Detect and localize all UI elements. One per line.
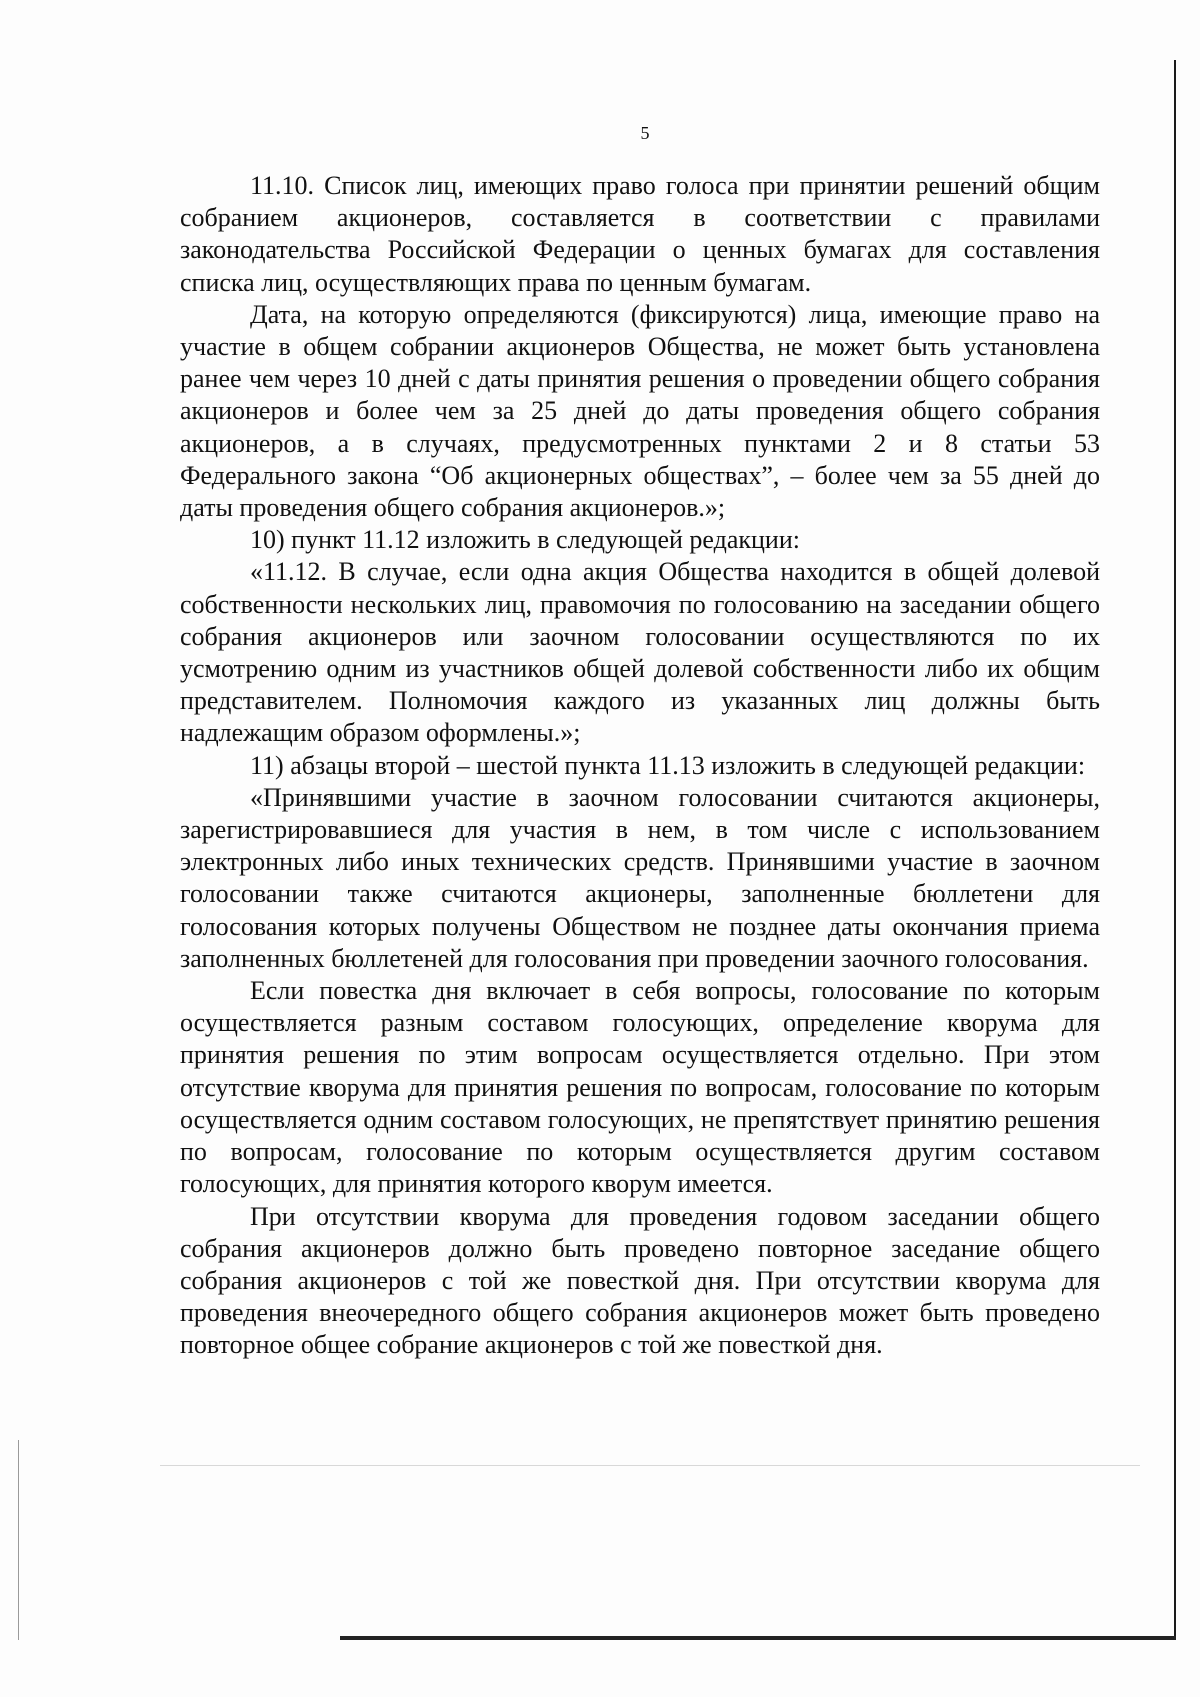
- document-body: [180, 170, 1100, 1362]
- scan-artifact-line: [160, 1465, 1140, 1466]
- paragraph: 11.10. Список лиц, имеющих право голоса при принятии решений общим собранием акционеров, составляется в соответствии с правилами законодательства Российской Федерации о ценных бумагах для составления списка лиц, осуществляющих права по ценным бумагам.: [180, 171, 1100, 297]
- paragraph: «Принявшими участие в заочном голосовании считаются акционеры, зарегистрировавшиеся для участия в нем, в том числе с использованием электронных либо иных технических средств. Принявшими участие в заочном голосовании также считаются акционеры, заполненные бюллетени для голосования которых получены Обществом не позднее даты окончания приема заполненных бюллетеней для голосования при проведении заочного голосования.: [180, 782, 1100, 973]
- paragraph: 10) пункт 11.12 изложить в следующей редакции:: [250, 525, 800, 555]
- paragraph: «11.12. В случае, если одна акция Общества находится в общей долевой собственности нескольких лиц, правомочия по голосованию на заседании общего собрания акционеров или заочном голосовании осуществляются по их усмотрению одним из участников общей долевой собственности либо их общим представителем. Полномочия каждого из указанных лиц должны быть надлежащим образом оформлены.»;: [180, 557, 1100, 748]
- page-number: 5: [640, 123, 650, 143]
- scan-edge-left: [18, 1440, 19, 1640]
- paragraph: При отсутствии кворума для проведения годовом заседании общего собрания акционеров должно быть проведено повторное заседание общего собрания акционеров с той же повесткой дня. При отсутствии кворума для проведения внеочередного общего собрания акционеров может быть проведено повторное общее собрание акционеров с той же повесткой дня.: [180, 1201, 1100, 1360]
- scan-edge-right: [1174, 60, 1176, 1640]
- scan-edge-bottom: [340, 1636, 1176, 1640]
- paragraph: 11) абзацы второй – шестой пункта 11.13 изложить в следующей редакции:: [250, 750, 1086, 780]
- paragraph: Если повестка дня включает в себя вопросы, голосование по которым осуществляется разным составом голосующих, определение кворума для принятия решения по этим вопросам осуществляется отдельно. При этом отсутствие кворума для принятия решения по вопросам, голосование по которым осуществляется одним составом голосующих, не препятствует принятию решения по вопросам, голосование по которым осуществляется другим составом голосующих, для принятия которого кворум имеется.: [180, 976, 1100, 1199]
- paragraph: Дата, на которую определяются (фиксируются) лица, имеющие право на участие в общем собрании акционеров Общества, не может быть установлена ранее чем через 10 дней с даты принятия решения о проведении общего собрания акционеров и более чем за 25 дней до даты проведения общего собрания акционеров, а в случаях, предусмотренных пунктами 2 и 8 статьи 53 Федерального закона “Об акционерных обществах”, – более чем за 55 дней до даты проведения общего собрания акционеров.»;: [180, 299, 1100, 523]
